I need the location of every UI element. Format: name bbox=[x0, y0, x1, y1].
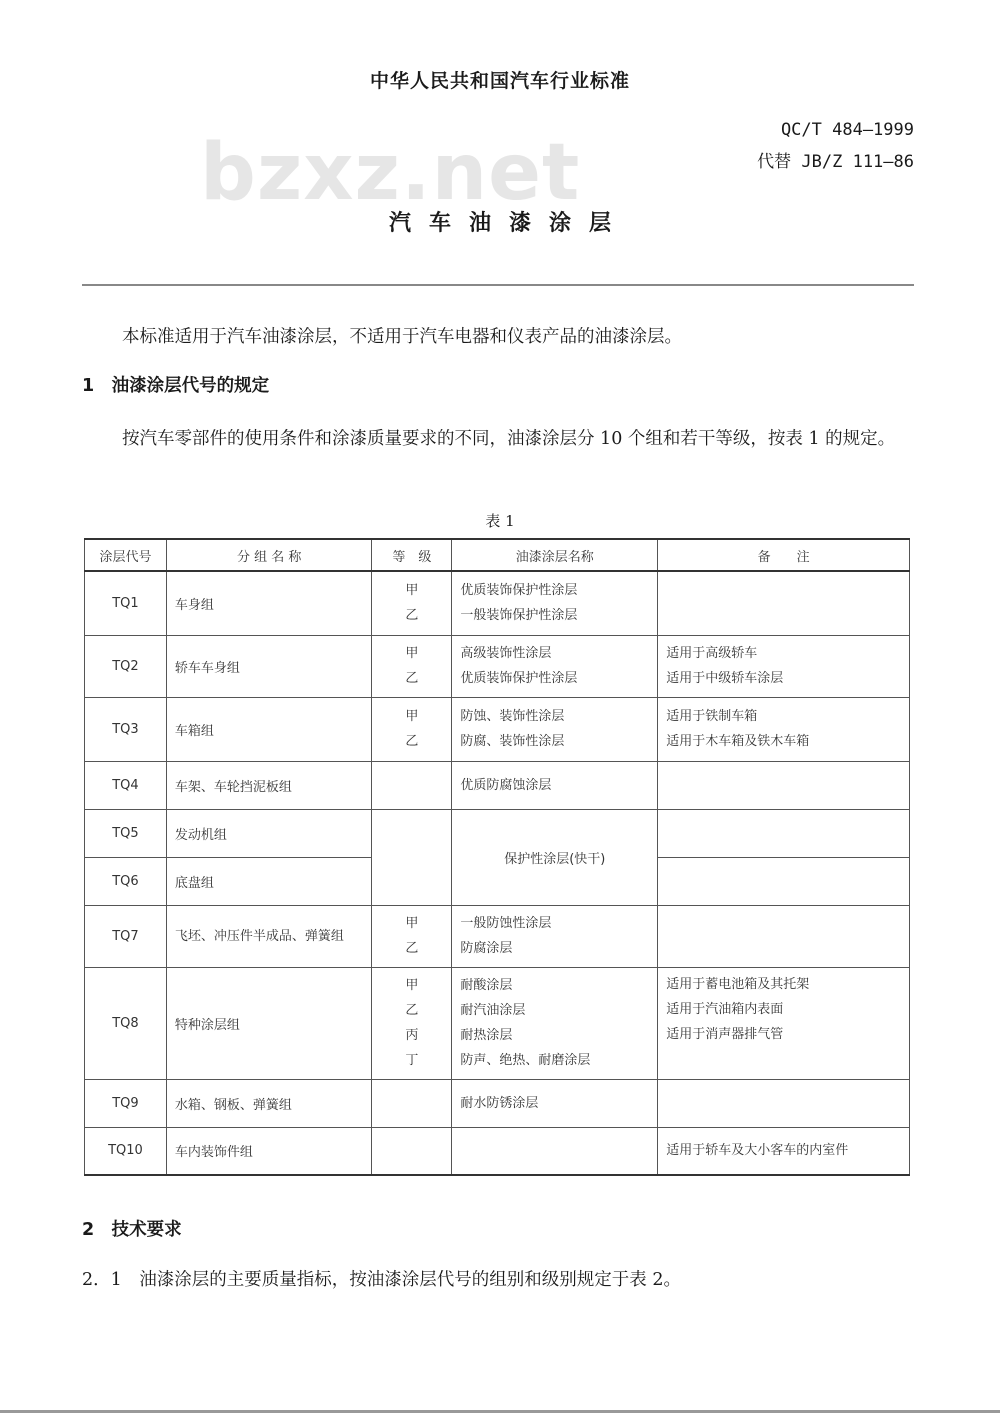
cell-code: TQ6 bbox=[85, 857, 167, 905]
cell-notes: 适用于高级轿车 适用于中级轿车涂层 bbox=[658, 635, 910, 697]
header-group: 分 组 名 称 bbox=[166, 539, 372, 571]
cell-group: 底盘组 bbox=[166, 857, 372, 905]
standard-number: QC/T 484—1999 bbox=[780, 120, 914, 140]
table-row bbox=[85, 635, 910, 697]
cell-notes bbox=[658, 809, 910, 857]
table-row bbox=[85, 967, 910, 1079]
header-coating: 油漆涂层名称 bbox=[452, 539, 658, 571]
watermark: bzxz.net bbox=[200, 128, 581, 218]
cell-grade: 甲 乙 bbox=[372, 571, 452, 635]
cell-notes bbox=[658, 761, 910, 809]
cell-coating: 优质装饰保护性涂层 一般装饰保护性涂层 bbox=[452, 571, 658, 635]
cell-notes: 适用于铁制车箱 适用于木车箱及铁木车箱 bbox=[658, 697, 910, 761]
table-row bbox=[85, 571, 910, 635]
table-row bbox=[85, 697, 910, 761]
header-grade: 等 级 bbox=[372, 539, 452, 571]
table-row bbox=[85, 809, 910, 857]
cell-grade bbox=[372, 1127, 452, 1175]
standard-category-title: 中华人民共和国汽车行业标准 bbox=[369, 70, 630, 92]
cell-grade: 甲 乙 bbox=[372, 697, 452, 761]
cell-code: TQ8 bbox=[85, 967, 167, 1079]
cell-group: 发动机组 bbox=[166, 809, 372, 857]
cell-group: 车内装饰件组 bbox=[166, 1127, 372, 1175]
cell-group: 飞坯、冲压件半成品、弹簧组 bbox=[166, 905, 372, 967]
table-1 bbox=[84, 538, 910, 1176]
cell-grade: 甲 乙 bbox=[372, 635, 452, 697]
cell-grade: 甲 乙 bbox=[372, 905, 452, 967]
table-row bbox=[85, 905, 910, 967]
table-row bbox=[85, 761, 910, 809]
cell-coating-merged: 保护性涂层(快干) bbox=[452, 809, 658, 905]
cell-coating: 优质防腐蚀涂层 bbox=[452, 761, 658, 809]
cell-group: 水箱、钢板、弹簧组 bbox=[166, 1079, 372, 1127]
cell-coating bbox=[452, 1127, 658, 1175]
title-divider bbox=[82, 284, 914, 286]
cell-coating: 耐水防锈涂层 bbox=[452, 1079, 658, 1127]
cell-grade bbox=[372, 761, 452, 809]
cell-code: TQ4 bbox=[85, 761, 167, 809]
intro-paragraph: 本标准适用于汽车油漆涂层，不适用于汽车电器和仪表产品的油漆涂层。 bbox=[122, 327, 682, 347]
page-bottom-border bbox=[0, 1410, 1000, 1413]
table-row bbox=[85, 1079, 910, 1127]
section-2-heading: 2 技术要求 bbox=[82, 1220, 182, 1240]
cell-notes bbox=[658, 1079, 910, 1127]
table-row bbox=[85, 1127, 910, 1175]
cell-group: 车身组 bbox=[166, 571, 372, 635]
cell-group: 车架、车轮挡泥板组 bbox=[166, 761, 372, 809]
replaces-standard: 代替 JB/Z 111—86 bbox=[757, 152, 914, 172]
cell-coating: 耐酸涂层 耐汽油涂层 耐热涂层 防声、绝热、耐磨涂层 bbox=[452, 967, 658, 1079]
cell-notes: 适用于蓄电池箱及其托架 适用于汽油箱内表面 适用于消声器排气管 bbox=[658, 967, 910, 1079]
cell-coating: 一般防蚀性涂层 防腐涂层 bbox=[452, 905, 658, 967]
cell-code: TQ3 bbox=[85, 697, 167, 761]
cell-group: 车箱组 bbox=[166, 697, 372, 761]
section-1-body: 按汽车零部件的使用条件和涂漆质量要求的不同，油漆涂层分 10 个组和若干等级，按表 1 的规定。 bbox=[122, 429, 896, 449]
cell-code: TQ9 bbox=[85, 1079, 167, 1127]
cell-code: TQ2 bbox=[85, 635, 167, 697]
cell-notes bbox=[658, 857, 910, 905]
cell-group: 特种涂层组 bbox=[166, 967, 372, 1079]
cell-code: TQ7 bbox=[85, 905, 167, 967]
cell-code: TQ1 bbox=[85, 571, 167, 635]
cell-grade bbox=[372, 809, 452, 905]
table-1-caption: 表 1 bbox=[485, 512, 515, 530]
cell-coating: 高级装饰性涂层 优质装饰保护性涂层 bbox=[452, 635, 658, 697]
cell-code: TQ10 bbox=[85, 1127, 167, 1175]
cell-grade bbox=[372, 1079, 452, 1127]
cell-notes bbox=[658, 905, 910, 967]
header-code: 涂层代号 bbox=[85, 539, 167, 571]
cell-coating: 防蚀、装饰性涂层 防腐、装饰性涂层 bbox=[452, 697, 658, 761]
cell-notes: 适用于轿车及大小客车的内室件 bbox=[658, 1127, 910, 1175]
table-header-row bbox=[85, 539, 910, 571]
cell-group: 轿车车身组 bbox=[166, 635, 372, 697]
cell-code: TQ5 bbox=[85, 809, 167, 857]
section-2-1-text: 2．1 油漆涂层的主要质量指标，按油漆涂层代号的组别和级别规定于表 2。 bbox=[82, 1270, 681, 1290]
cell-notes bbox=[658, 571, 910, 635]
header-notes: 备 注 bbox=[658, 539, 910, 571]
document-title: 汽车油漆涂层 bbox=[388, 211, 629, 236]
section-1-heading: 1 油漆涂层代号的规定 bbox=[82, 376, 270, 396]
cell-grade: 甲 乙 丙 丁 bbox=[372, 967, 452, 1079]
